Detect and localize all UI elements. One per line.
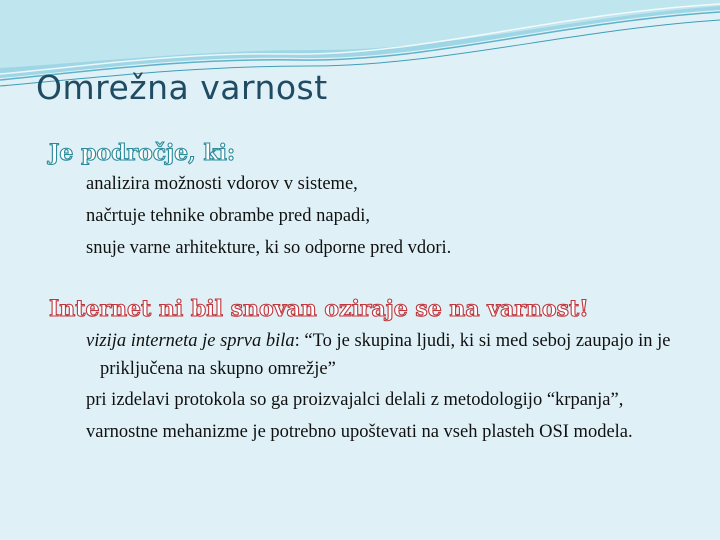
section-field-definition (46, 140, 686, 262)
list-item: analizira možnosti vdorov v sisteme, (86, 174, 358, 194)
slide-content (46, 140, 686, 451)
list-item: varnostne mehanizme je potrebno upoštevati na vseh plasteh OSI modela. (86, 422, 633, 442)
slide-title: Omrežna varnost (36, 68, 328, 107)
list-item: pri izdelavi protokola so ga proizvajalci delali z metodologijo “krpanja”, (86, 390, 624, 410)
section-heading-text: Je področje, ki: (49, 140, 236, 166)
section-heading (46, 140, 686, 166)
bullet-list (46, 328, 686, 447)
section-heading-text: Internet ni bil snovan oziraje se na varnost! (49, 296, 589, 322)
list-item: načrtuje tehnike obrambe pred napadi, (86, 206, 371, 226)
section-heading (46, 296, 686, 322)
list-item: vizija interneta je sprva bila: “To je skupina ljudi, ki si med seboj zaupajo in je priključena na skupno omrežje” (86, 331, 671, 379)
section-internet-security (46, 296, 686, 447)
list-item: snuje varne arhitekture, ki so odporne pred vdori. (86, 238, 452, 258)
bullet-list (46, 172, 686, 262)
